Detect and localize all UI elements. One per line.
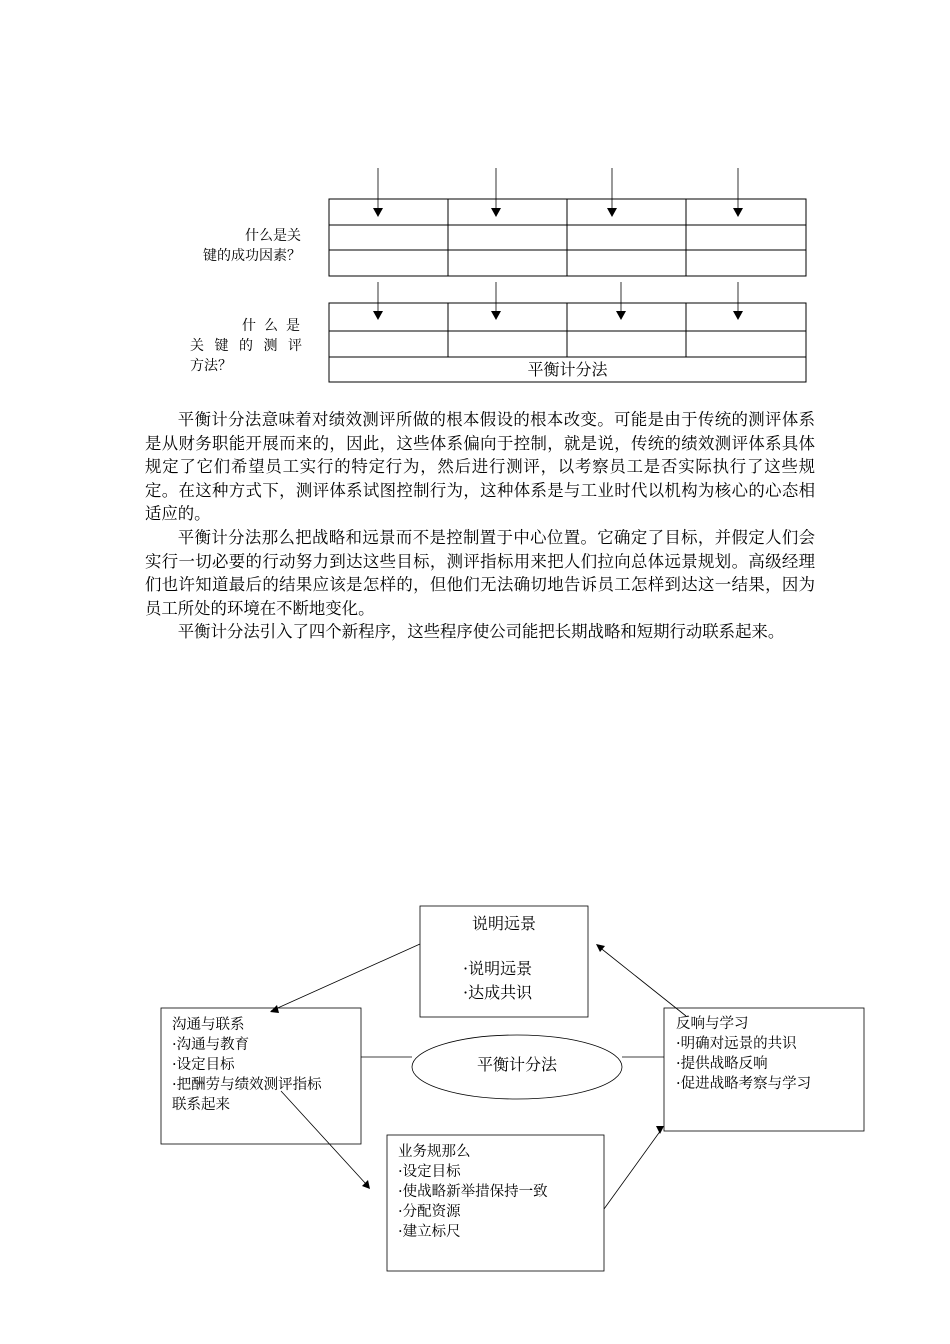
communication-title: 沟通与联系 [172,1017,245,1033]
paragraph-2: 平衡计分法那么把战略和远景而不是控制置于中心位置。它确定了目标，并假定人们会实行一切必要的行动努力到达这些目标，测评指标用来把人们拉向总体远景规划。高级经理们也许知道最后的结果应该是怎样的，但他们无法确切地告诉员工怎样到达这一结果，因为员工所处的环境在不断地变化。 [145,527,815,618]
business-content: 业务规那么 ·设定目标 ·使战略新举措保持一致 ·分配资源 ·建立标尺 [398,1144,548,1240]
paragraph-3: 平衡计分法引入了四个新程序，这些程序使公司能把长期战略和短期行动联系起来。 [177,622,785,642]
feedback-title: 反响与学习 [676,1016,749,1032]
feedback-content: 反响与学习 ·明确对远景的共识 ·提供战略反响 ·促进战略考察与学习 [676,1016,812,1092]
arrows-row-1 [378,168,738,210]
balanced-scorecard-label: 平衡计分法 [527,360,608,379]
vision-title: 说明远景 [471,914,536,933]
paragraph-1: 平衡计分法意味着对绩效测评所做的根本假设的根本改变。可能是由于传统的测评体系是从财务职能开展而来的，因此，这些体系偏向于控制，就是说，传统的绩效测评体系具体规定了它们希望员工实行的特定行为，然后进行测评，以考察员工是否实际执行了这些规定。在这种方式下，测评体系试图控制行为，这种体系是与工业时代以机构为核心的心态相适应的。 [145,410,815,524]
vision-items: ·说明远景 ·达成共识 [463,959,533,1002]
center-balanced-label: 平衡计分法 [476,1055,557,1074]
arrow-to-feedback [656,1126,664,1134]
top-diagram-graphic [0,0,950,400]
arrowheads-row-2 [373,311,743,320]
business-title: 业务规那么 [398,1144,471,1160]
communication-content: 沟通与联系 ·沟通与教育 ·设定目标 ·把酬劳与绩效测评指标 联系起来 [172,1017,322,1113]
arrows-row-2 [378,282,738,313]
arrowheads-row-1 [373,208,743,217]
question-key-success-factors: 什么是关 键的成功因素？ [203,228,301,264]
question-key-measures: 什 么 是 关 键 的 测 评 方法？ [190,318,302,374]
arrow-to-communication [270,1005,279,1013]
body-text [145,408,815,644]
